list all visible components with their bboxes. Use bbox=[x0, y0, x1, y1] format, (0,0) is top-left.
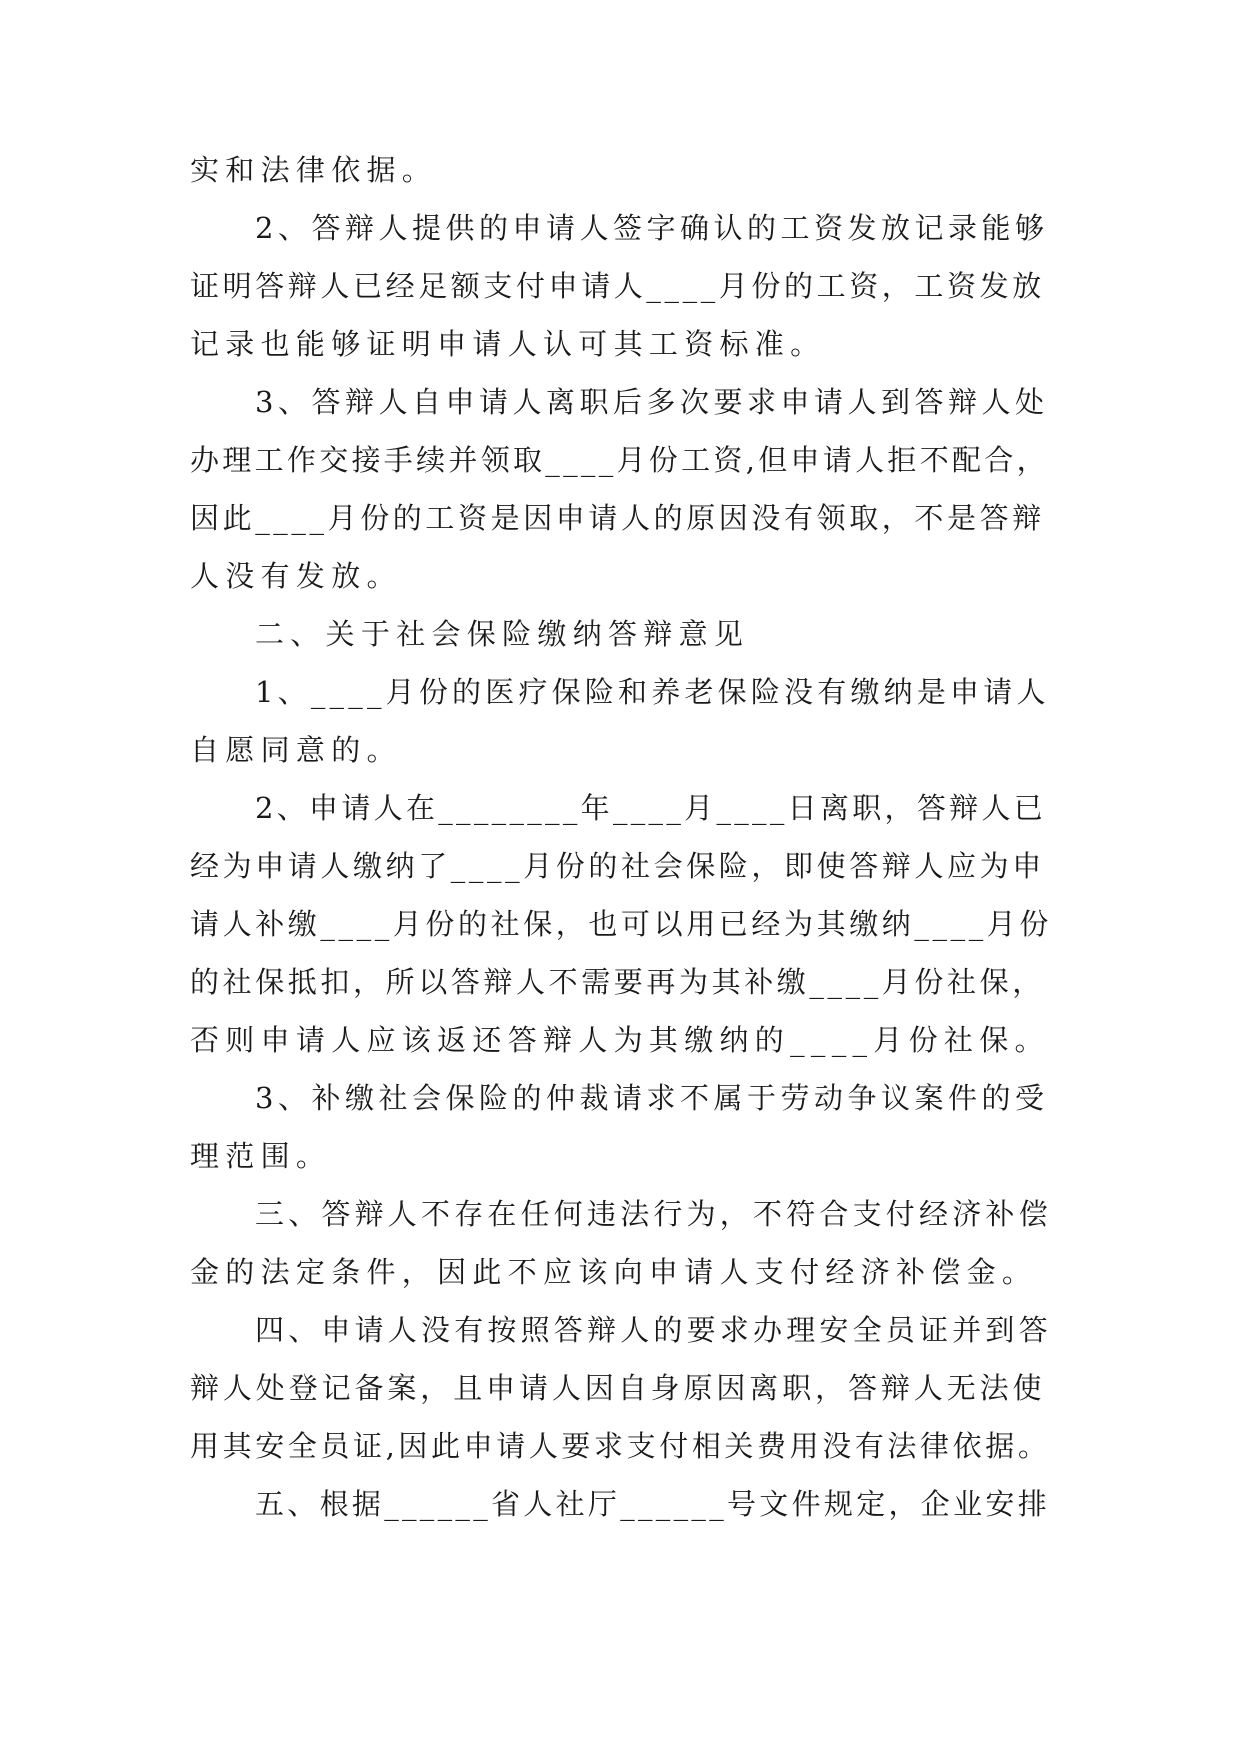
text-line: 五、根据______省人社厅______号文件规定，企业安排 bbox=[255, 1487, 1051, 1521]
text-line: 自愿同意的。 bbox=[190, 733, 402, 767]
text-line: 用其安全员证,因此申请人要求支付相关费用没有法律依据。 bbox=[190, 1429, 1051, 1463]
text-line: 2、答辩人提供的申请人签字确认的工资发放记录能够 bbox=[255, 211, 1049, 245]
text-line: 三、答辩人不存在任何违法行为，不符合支付经济补偿 bbox=[255, 1197, 1052, 1231]
text-line: 金的法定条件，因此不应该向申请人支付经济补偿金。 bbox=[190, 1255, 1038, 1289]
text-line: 办理工作交接手续并领取____月份工资,但申请人拒不配合， bbox=[190, 443, 1049, 477]
text-line: 记录也能够证明申请人认可其工资标准。 bbox=[190, 327, 826, 361]
text-line: 因此____月份的工资是因申请人的原因没有领取，不是答辩 bbox=[190, 501, 1045, 535]
text-line: 2、申请人在________年____月____日离职，答辩人已 bbox=[255, 791, 1047, 825]
text-line: 证明答辩人已经足额支付申请人____月份的工资，工资发放 bbox=[190, 269, 1045, 303]
text-line: 实和法律依据。 bbox=[190, 153, 438, 187]
text-line: 辩人处登记备案，且申请人因自身原因离职，答辩人无法使 bbox=[190, 1371, 1046, 1405]
text-line: 3、答辩人自申请人离职后多次要求申请人到答辩人处 bbox=[255, 385, 1049, 419]
text-line: 1、____月份的医疗保险和养老保险没有缴纳是申请人 bbox=[255, 675, 1050, 709]
text-line: 四、申请人没有按照答辩人的要求办理安全员证并到答 bbox=[255, 1313, 1052, 1347]
text-line: 否则申请人应该返还答辩人为其缴纳的____月份社保。 bbox=[190, 1023, 1050, 1057]
text-line: 3、补缴社会保险的仲裁请求不属于劳动争议案件的受 bbox=[255, 1081, 1049, 1115]
text-line: 理范围。 bbox=[190, 1139, 332, 1173]
section-heading: 二、关于社会保险缴纳答辩意见 bbox=[255, 617, 750, 651]
text-line: 人没有发放。 bbox=[190, 559, 402, 593]
text-line: 的社保抵扣，所以答辩人不需要再为其补缴____月份社保， bbox=[190, 965, 1045, 999]
text-line: 经为申请人缴纳了____月份的社会保险，即使答辩人应为申 bbox=[190, 849, 1045, 883]
text-line: 请人补缴____月份的社保，也可以用已经为其缴纳____月份 bbox=[190, 907, 1053, 941]
